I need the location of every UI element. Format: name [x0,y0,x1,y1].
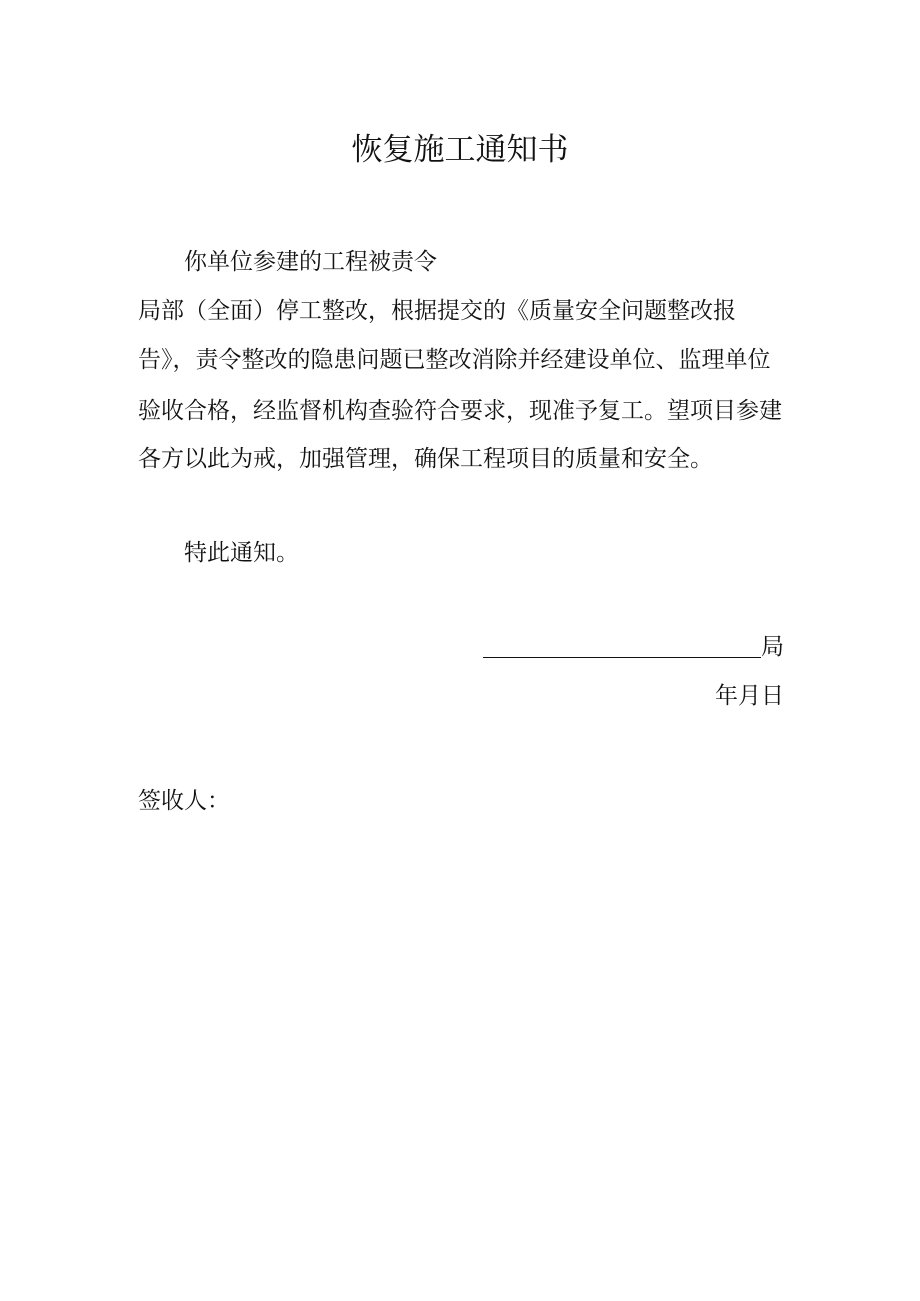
closing-line: 特此通知。 [184,540,299,566]
issuer-suffix: 局 [761,634,784,660]
body-line-1: 你单位参建的工程被责令 [184,249,437,275]
body-line-3: 告》，责令整改的隐患问题已整改消除并经建设单位、监理单位 [138,347,771,373]
body-line-5: 各方以此为戒，加强管理，确保工程项目的质量和安全。 [138,446,713,472]
body-line-2: 局部（全面）停工整改，根据提交的《质量安全问题整改报 [138,298,736,324]
document-title: 恢复施工通知书 [351,132,569,168]
recipient-signature-label: 签收人： [138,788,230,814]
issuer-signature-row [483,632,784,662]
body-line-4: 验收合格，经监督机构查验符合要求，现准予复工。望项目参建 [138,398,782,424]
issuer-blank-line [483,633,761,658]
date-line: 年月日 [715,683,784,709]
